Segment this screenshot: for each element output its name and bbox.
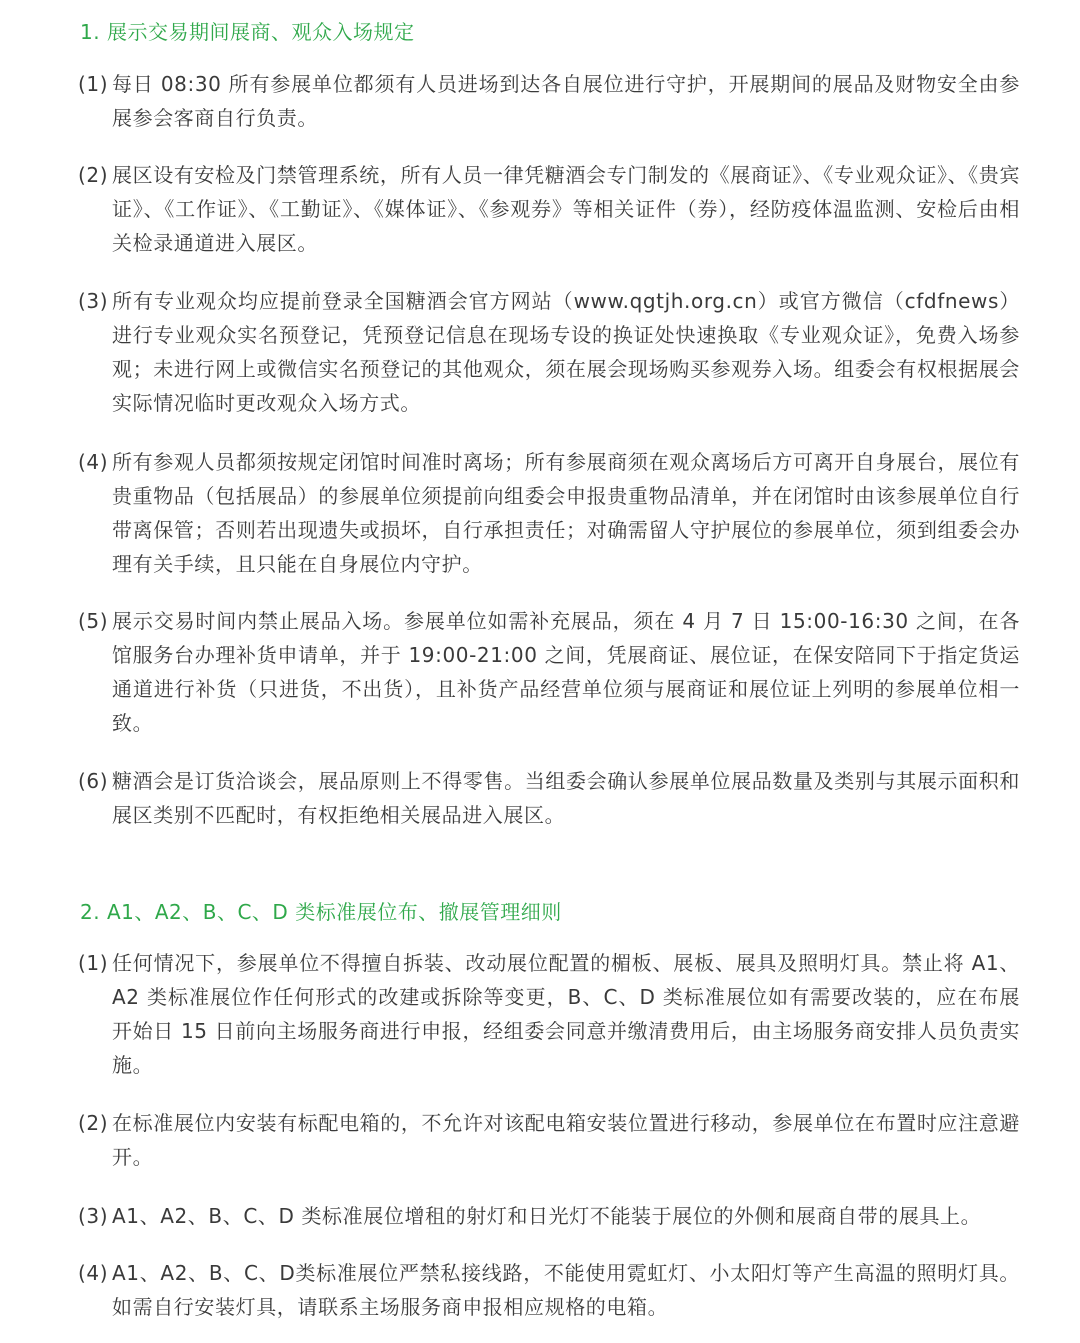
list-item: [0, 946, 1080, 1082]
item-number: (2): [78, 163, 109, 187]
item-number: (1): [78, 72, 109, 96]
item-text: 展示交易时间内禁止展品入场。参展单位如需补充展品，须在 4 月 7 日 15:00-16:30 之间，在各馆服务台办理补货申请单，并于 19:00-21:00 之间，凭展商证、展位证，在保安陪同下于指定货运通道进行补货（只进货，不出货），且补货产品经营单位须与展商证和展位证上列明的参展单位相一致。: [112, 609, 1020, 735]
item-number: (3): [78, 289, 109, 313]
section-booth-rules: [0, 897, 1080, 927]
item-text: 展区设有安检及门禁管理系统，所有人员一律凭糖酒会专门制发的《展商证》、《专业观众证》、《贵宾证》、《工作证》、《工勤证》、《媒体证》、《参观券》等相关证件（券），经防疫体温监测、安检后由相关检录通道进入展区。: [112, 163, 1020, 255]
item-number: (3): [78, 1204, 109, 1228]
section-heading: 1. 展示交易期间展商、观众入场规定: [80, 20, 415, 44]
list-item: [0, 284, 1080, 420]
section-entry-rules: [0, 17, 1080, 47]
list-item: [0, 158, 1080, 260]
item-number: (1): [78, 951, 109, 975]
item-number: (4): [78, 450, 109, 474]
item-text: 所有专业观众均应提前登录全国糖酒会官方网站（www.qgtjh.org.cn）或官方微信（cfdfnews）进行专业观众实名预登记，凭预登记信息在现场专设的换证处快速换取《专业观众证》，免费入场参观；未进行网上或微信实名预登记的其他观众，须在展会现场购买参观券入场。组委会有权根据展会实际情况临时更改观众入场方式。: [112, 289, 1020, 415]
item-text: A1、A2、B、C、D类标准展位严禁私接线路，不能使用霓虹灯、小太阳灯等产生高温的照明灯具。如需自行安装灯具，请联系主场服务商申报相应规格的电箱。: [112, 1261, 1020, 1319]
item-text: A1、A2、B、C、D 类标准展位增租的射灯和日光灯不能装于展位的外侧和展商自带的展具上。: [112, 1204, 982, 1228]
item-number: (5): [78, 609, 109, 633]
section-heading: 2. A1、A2、B、C、D 类标准展位布、撤展管理细则: [80, 900, 562, 924]
item-text: 所有参观人员都须按规定闭馆时间准时离场；所有参展商须在观众离场后方可离开自身展台，展位有贵重物品（包括展品）的参展单位须提前向组委会申报贵重物品清单，并在闭馆时由该参展单位自行带离保管；否则若出现遗失或损坏，自行承担责任；对确需留人守护展位的参展单位，须到组委会办理有关手续，且只能在自身展位内守护。: [112, 450, 1020, 576]
list-item: [0, 764, 1080, 832]
list-item: [0, 67, 1080, 135]
list-item: [0, 1256, 1080, 1324]
list-item: [0, 1106, 1080, 1174]
list-item: [0, 1199, 1080, 1233]
item-number: (2): [78, 1111, 109, 1135]
item-number: (4): [78, 1261, 109, 1285]
item-text: 任何情况下，参展单位不得擅自拆装、改动展位配置的楣板、展板、展具及照明灯具。禁止将 A1、A2 类标准展位作任何形式的改建或拆除等变更，B、C、D 类标准展位如有需要改装的，应在布展开始日 15 日前向主场服务商进行申报，经组委会同意并缴清费用后，由主场服务商安排人员负责实施。: [112, 951, 1020, 1077]
item-text: 每日 08:30 所有参展单位都须有人员进场到达各自展位进行守护，开展期间的展品及财物安全由参展参会客商自行负责。: [112, 72, 1020, 130]
list-item: [0, 604, 1080, 740]
item-number: (6): [78, 769, 109, 793]
list-item: [0, 445, 1080, 581]
item-text: 糖酒会是订货洽谈会，展品原则上不得零售。当组委会确认参展单位展品数量及类别与其展示面积和展区类别不匹配时，有权拒绝相关展品进入展区。: [112, 769, 1020, 827]
item-text: 在标准展位内安装有标配电箱的，不允许对该配电箱安装位置进行移动，参展单位在布置时应注意避开。: [112, 1111, 1020, 1169]
